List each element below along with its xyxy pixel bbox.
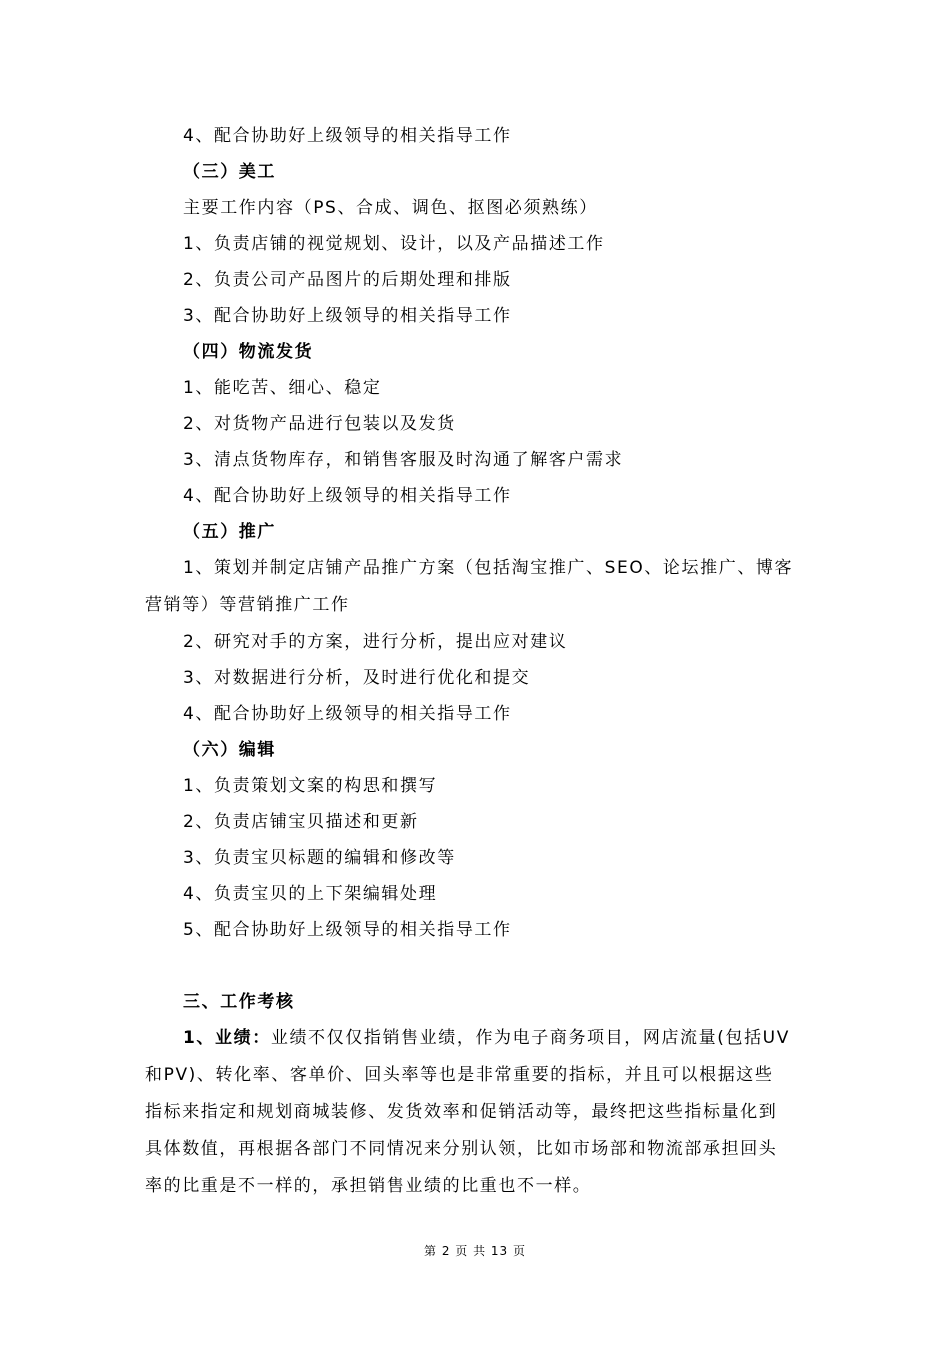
paragraph-line: 指标来指定和规划商城装修、发货效率和促销活动等，最终把这些指标量化到 <box>145 1102 778 1122</box>
list-item: 3、配合协助好上级领导的相关指导工作 <box>183 306 512 326</box>
list-item: 1、策划并制定店铺产品推广方案（包括淘宝推广、SEO、论坛推广、博客 <box>183 558 794 578</box>
paragraph-line: 和PV)、转化率、客单价、回头率等也是非常重要的指标，并且可以根据这些 <box>145 1065 774 1085</box>
paragraph-line: 率的比重是不一样的，承担销售业绩的比重也不一样。 <box>145 1176 592 1196</box>
paragraph-line <box>183 1028 790 1048</box>
subsection-heading-logistics: （四）物流发货 <box>183 342 314 362</box>
paragraph-label: 1、业绩： <box>183 1028 271 1048</box>
list-item: 1、负责策划文案的构思和撰写 <box>183 776 438 796</box>
list-item: 1、负责店铺的视觉规划、设计，以及产品描述工作 <box>183 234 605 254</box>
list-item: 3、清点货物库存，和销售客服及时沟通了解客户需求 <box>183 450 624 470</box>
list-item: 2、负责公司产品图片的后期处理和排版 <box>183 270 512 290</box>
list-item-continuation: 营销等）等营销推广工作 <box>145 595 350 615</box>
subsection-heading-art: （三）美工 <box>183 162 276 182</box>
list-item: 4、负责宝贝的上下架编辑处理 <box>183 884 438 904</box>
list-item: 4、配合协助好上级领导的相关指导工作 <box>183 126 512 146</box>
list-item: 5、配合协助好上级领导的相关指导工作 <box>183 920 512 940</box>
section-title: 三、工作考核 <box>183 992 295 1012</box>
page-footer: 第 2 页 共 13 页 <box>424 1244 526 1258</box>
list-item: 2、对货物产品进行包装以及发货 <box>183 414 456 434</box>
list-item: 2、负责店铺宝贝描述和更新 <box>183 812 419 832</box>
list-item: 1、能吃苦、细心、稳定 <box>183 378 382 398</box>
list-item: 4、配合协助好上级领导的相关指导工作 <box>183 704 512 724</box>
paragraph-line: 具体数值，再根据各部门不同情况来分别认领，比如市场部和物流部承担回头 <box>145 1139 778 1159</box>
list-item: 3、对数据进行分析，及时进行优化和提交 <box>183 668 531 688</box>
subsection-heading-promotion: （五）推广 <box>183 522 276 542</box>
subsection-heading-editing: （六）编辑 <box>183 740 276 760</box>
list-item: 主要工作内容（PS、合成、调色、抠图必须熟练） <box>183 198 598 218</box>
list-item: 3、负责宝贝标题的编辑和修改等 <box>183 848 456 868</box>
paragraph-text: 业绩不仅仅指销售业绩，作为电子商务项目，网店流量(包括UV <box>270 1028 790 1048</box>
list-item: 2、研究对手的方案，进行分析，提出应对建议 <box>183 632 568 652</box>
list-item: 4、配合协助好上级领导的相关指导工作 <box>183 486 512 506</box>
